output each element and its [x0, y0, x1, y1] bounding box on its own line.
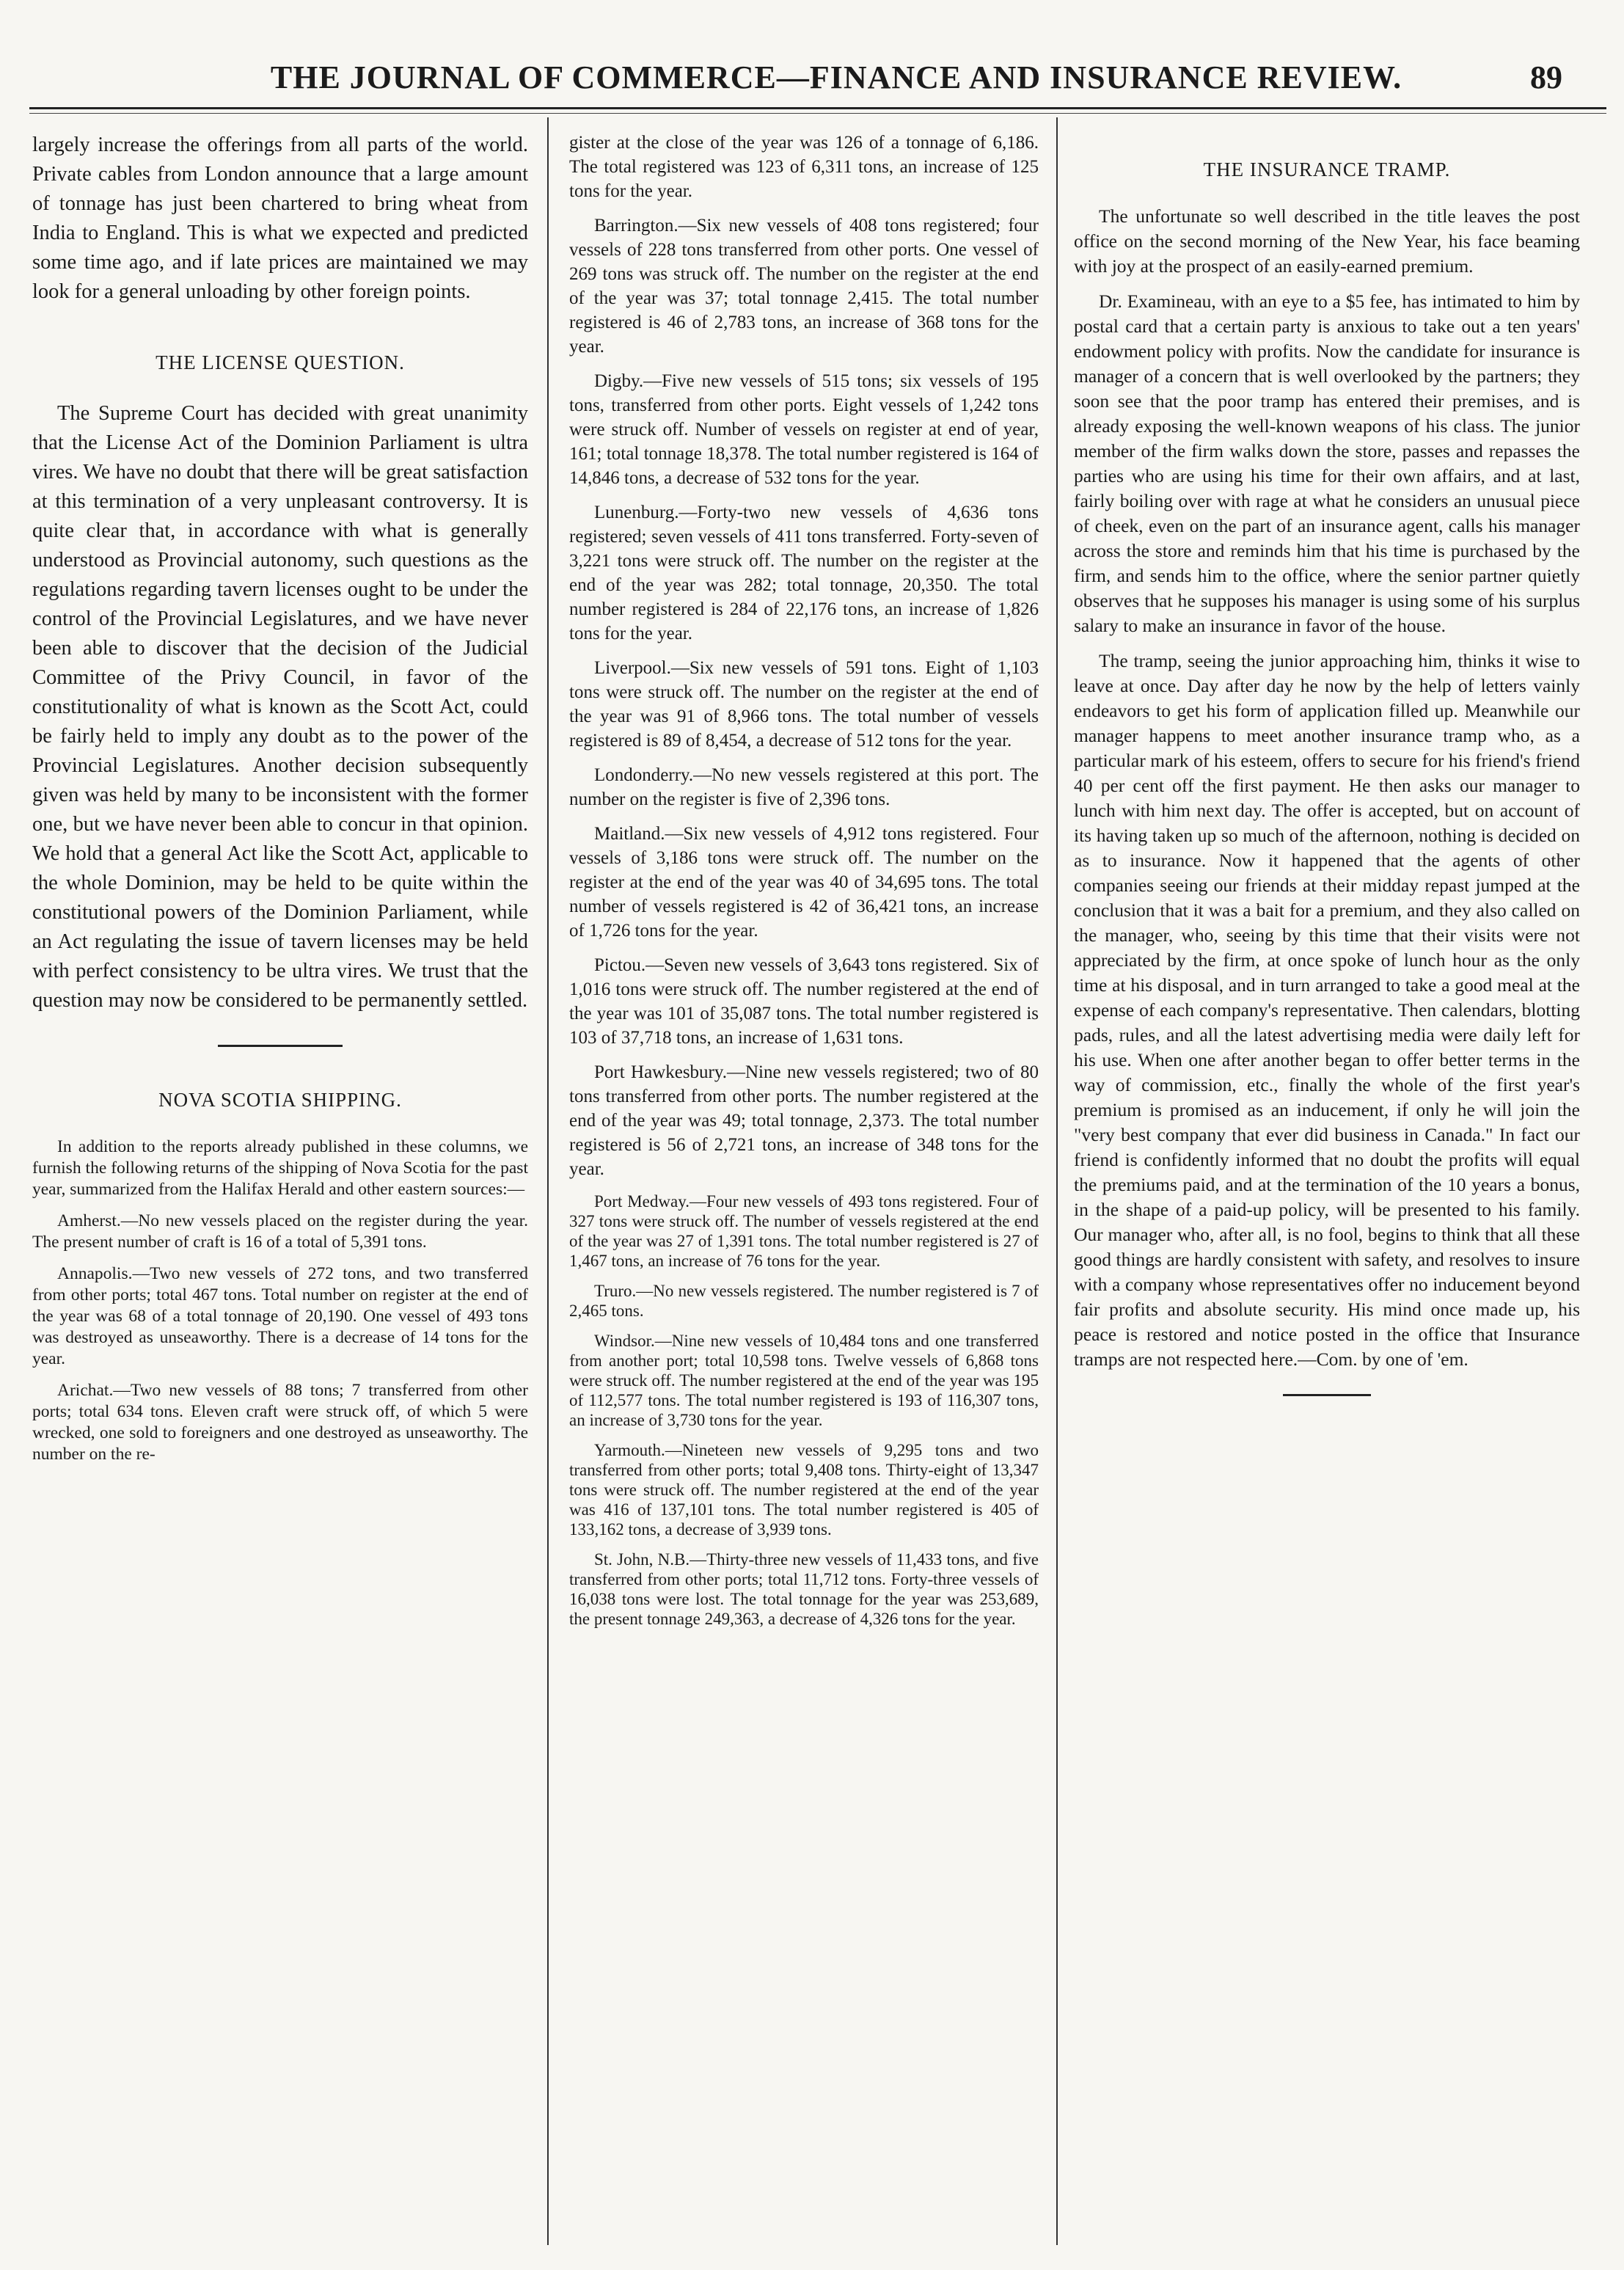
shipping-entry-arichat-cont: gister at the close of the year was 126 of a tonnage of 6,186. The total registered was 123 of 6,311 tons, an increase of 125 tons for the year.: [569, 133, 1039, 201]
shipping-entry-barrington: Barrington.—Six new vessels of 408 tons registered; four vessels of 228 tons transferred from other ports. One vessel of 269 tons was struck off. The number on the register at the end of the year was 37; total tonnage 2,415. The total number registered is 46 of 2,783 tons, an increase of 368 tons for the year.: [569, 216, 1039, 357]
license-paragraph: The Supreme Court has decided with great unanimity that the License Act of the Dominion Parliament is ultra vires. We have no doubt that there will be great satisfaction at this termination of a very unpleasant controversy. It is quite clear that, in accordance with what is generally understood as Provincial autonomy, such questions as the regulations regarding tavern licenses ought to be under the control of the Provincial Legislatures, and we have never been able to discover that the decision of the Judicial Committee of the Privy Council, in favor of the constitutionality of what is known as the Scott Act, could be fairly held to imply any doubt as to the power of the Provincial Legislatures. Another decision subsequently given was held by many to be inconsistent with the former one, but we have never been able to concur in that opinion. We hold that a general Act like the Scott Act, applicable to the whole Dominion, may be held to be quite within the constitutional powers of the Dominion Parliament, while an Act regulating the issue of tavern licenses may be held with perfect consistency to be ultra vires. We trust that the question may now be considered to be permanently settled.: [32, 402, 528, 1012]
tramp-paragraph-3: The tramp, seeing the junior approaching him, thinks it wise to leave at once. Day after day he now by the help of letters vainly endeavors to get his form of application filled up. Meanwhile our manager happens to meet another insurance tramp who, as a particular mark of his esteem, offers to secure for his friend's friend 40 per cent off the first payment. He then asks our manager to lunch with him next day. The offer is accepted, but on account of its having taken up so much of the afternoon, nothing is decided on as to insurance. Now it happened that the agents of other companies seeing our friends at their midday repast jumped at the conclusion that it was a bait for a premium, and they also called on the manager, who, seeing by this time that their visits were not appreciated by the firm, at once spoke of lunch hour as the only time at his disposal, and in turn arranged to take a good meal at the expense of each company's representative. Then calendars, blotting pads, rules, and all the latest advertising media were daily left for his use. When one after another began to offer better terms in the way of commission, etc., finally the whole of the first year's premium is promised as an inducement, if only he will join the "very best company that ever did business in Canada." In fact our friend is confidently informed that no doubt the profits will equal the premiums paid, and at the termination of the 10 years a bonus, in the shape of a paid-up policy, will be presented to his family. Our manager who, after all, is no fool, begins to think that all these good things are hardly consistent with safety, and resolves to insure with a company whose representatives offer no inducement beyond fair profits and absolute security. His mind once made up, his peace is restored and notice posted in the office that Insurance tramps are not respected here.—Com. by one of 'em.: [1074, 650, 1580, 1370]
column-right: [1074, 131, 1580, 1396]
tramp-paragraph-2: Dr. Examineau, with an eye to a $5 fee, has intimated to him by postal card that a certain party is anxious to take out a ten years' endowment policy with profits. Now the candidate for insurance is manager of a concern that is well overlooked by the partners; they soon see that the poor tramp has entered their premises, and is already exposing the well-known weapons of his class. The junior member of the firm walks down the store, passes and repasses the parties who are using his time for their own affairs, and at last, fairly boiling over with rage at what he considers an unusual piece of cheek, even on the part of an insurance agent, calls his manager across the store and reminds him that his time is purchased by the firm, and sends him to the office, where the senior partner quietly observes that he supposes his manager is using some of his surplus salary to make an insurance in favor of the house.: [1074, 291, 1580, 636]
column-divider-2: [1056, 117, 1058, 2245]
shipping-heading: NOVA SCOTIA SHIPPING.: [158, 1089, 402, 1111]
shipping-entry-annapolis: Annapolis.—Two new vessels of 272 tons, and two transferred from other ports; total 467 tons. Total number on register at the end of the year was 68 of a total tonnage of 20,190. One vessel of 493 tons was destroyed as unseaworthy. There is a decrease of 14 tons for the year.: [32, 1264, 528, 1368]
shipping-entry-lunenburg: Lunenburg.—Forty-two new vessels of 4,636 tons registered; seven vessels of 411 tons transferred. Forty-seven of 3,221 tons were struck off. The number on the register at the end of the year was 282; total tonnage, 20,350. The total number registered is 284 of 22,176 tons, an increase of 1,826 tons for the year.: [569, 503, 1039, 643]
shipping-entry-amherst: Amherst.—No new vessels placed on the register during the year. The present number of craft is 16 of a total of 5,391 tons.: [32, 1211, 528, 1252]
shipping-entry-arichat: Arichat.—Two new vessels of 88 tons; 7 transferred from other ports; total 634 tons. Eleven craft were struck off, of which 5 were wrecked, one sold to foreigners and one destroyed as unseaworthy. The number on the re-: [32, 1381, 528, 1464]
end-divider: [1283, 1394, 1371, 1396]
column-divider-1: [547, 117, 549, 2245]
shipping-entry-liverpool: Liverpool.—Six new vessels of 591 tons. Eight of 1,103 tons were struck off. The number on the register at the end of the year was 91 of 8,966 tons. The total number of vessels registered is 89 of 8,454, a decrease of 512 tons for the year.: [569, 658, 1039, 751]
shipping-entry-st-john: St. John, N.B.—Thirty-three new vessels of 11,433 tons, and five transferred from other ports; total 11,712 tons. Forty-three vessels of 16,038 tons were lost. The total tonnage for the year was 253,689, the present tonnage 249,363, a decrease of 4,326 tons for the year.: [569, 1550, 1039, 1628]
shipping-intro: In addition to the reports already published in these columns, we furnish the following returns of the shipping of Nova Scotia for the past year, summarized from the Halifax Herald and other eastern sources:—: [32, 1137, 528, 1199]
shipping-entry-yarmouth: Yarmouth.—Nineteen new vessels of 9,295 tons and two transferred from other ports; total 9,408 tons. Thirty-eight of 13,347 tons were struck off. The number registered at the end of the year was 416 of 137,101 tons. The total number registered is 405 of 133,162 tons, a decrease of 3,939 tons.: [569, 1441, 1039, 1539]
shipping-entry-windsor: Windsor.—Nine new vessels of 10,484 tons and one transferred from another port; total 10,598 tons. Twelve vessels of 6,868 tons were struck off. The number registered at the end of the year was 195 of 112,577 tons. The total number registered is 193 of 116,307 tons, an increase of 3,730 tons for the year.: [569, 1332, 1039, 1429]
shipping-entry-londonderry: Londonderry.—No new vessels registered at this port. The number on the register is five of 2,396 tons.: [569, 765, 1039, 809]
shipping-entry-port-hawkesbury: Port Hawkesbury.—Nine new vessels registered; two of 80 tons transferred from other ports. The number registered at the end of the year was 49; total tonnage, 2,373. The total number registered is 56 of 2,721 tons, an increase of 348 tons for the year.: [569, 1062, 1039, 1179]
column-middle: [569, 131, 1039, 1639]
page-header: [110, 59, 1562, 101]
header-rule: [29, 107, 1606, 109]
page-number: 89: [1530, 59, 1562, 95]
shipping-entry-truro: Truro.—No new vessels registered. The number registered is 7 of 2,465 tons.: [569, 1282, 1039, 1320]
shipping-entry-maitland: Maitland.—Six new vessels of 4,912 tons registered. Four vessels of 3,186 tons were struck off. The number on the register at the end of the year was 40 of 34,695 tons. The total number of vessels registered is 42 of 36,421 tons, an increase of 1,726 tons for the year.: [569, 824, 1039, 941]
column-left: [32, 131, 528, 1475]
intro-paragraph: largely increase the offerings from all parts of the world. Private cables from London announce that a large amount of tonnage has just been chartered to bring wheat from India to England. This is what we expected and predicted some time ago, and if late prices are maintained we may look for a general unloading by other foreign points.: [32, 134, 528, 303]
tramp-paragraph-1: The unfortunate so well described in the title leaves the post office on the second morning of the New Year, his face beaming with joy at the prospect of an easily-earned premium.: [1074, 205, 1580, 277]
section-divider: [218, 1045, 343, 1047]
insurance-tramp-heading: THE INSURANCE TRAMP.: [1203, 158, 1451, 180]
shipping-entry-digby: Digby.—Five new vessels of 515 tons; six vessels of 195 tons, transferred from other ports. Eight vessels of 1,242 tons were struck off. Number of vessels on register at end of year, 161; total tonnage 18,378. The total number registered is 164 of 14,846 tons, a decrease of 532 tons for the year.: [569, 371, 1039, 488]
journal-title: THE JOURNAL OF COMMERCE—FINANCE AND INSURANCE REVIEW.: [270, 59, 1402, 95]
shipping-entry-pictou: Pictou.—Seven new vessels of 3,643 tons registered. Six of 1,016 tons were struck off. The number registered at the end of the year was 101 of 35,087 tons. The total number registered is 103 of 37,718 tons, an increase of 1,631 tons.: [569, 955, 1039, 1048]
header-rule-thin: [29, 113, 1606, 114]
shipping-entry-port-medway: Port Medway.—Four new vessels of 493 tons registered. Four of 327 tons were struck off. The number of vessels registered at the end of the year was 27 of 1,391 tons. The total number registered is 27 of 1,467 tons, an increase of 76 tons for the year.: [569, 1192, 1039, 1270]
license-heading: THE LICENSE QUESTION.: [156, 351, 405, 373]
